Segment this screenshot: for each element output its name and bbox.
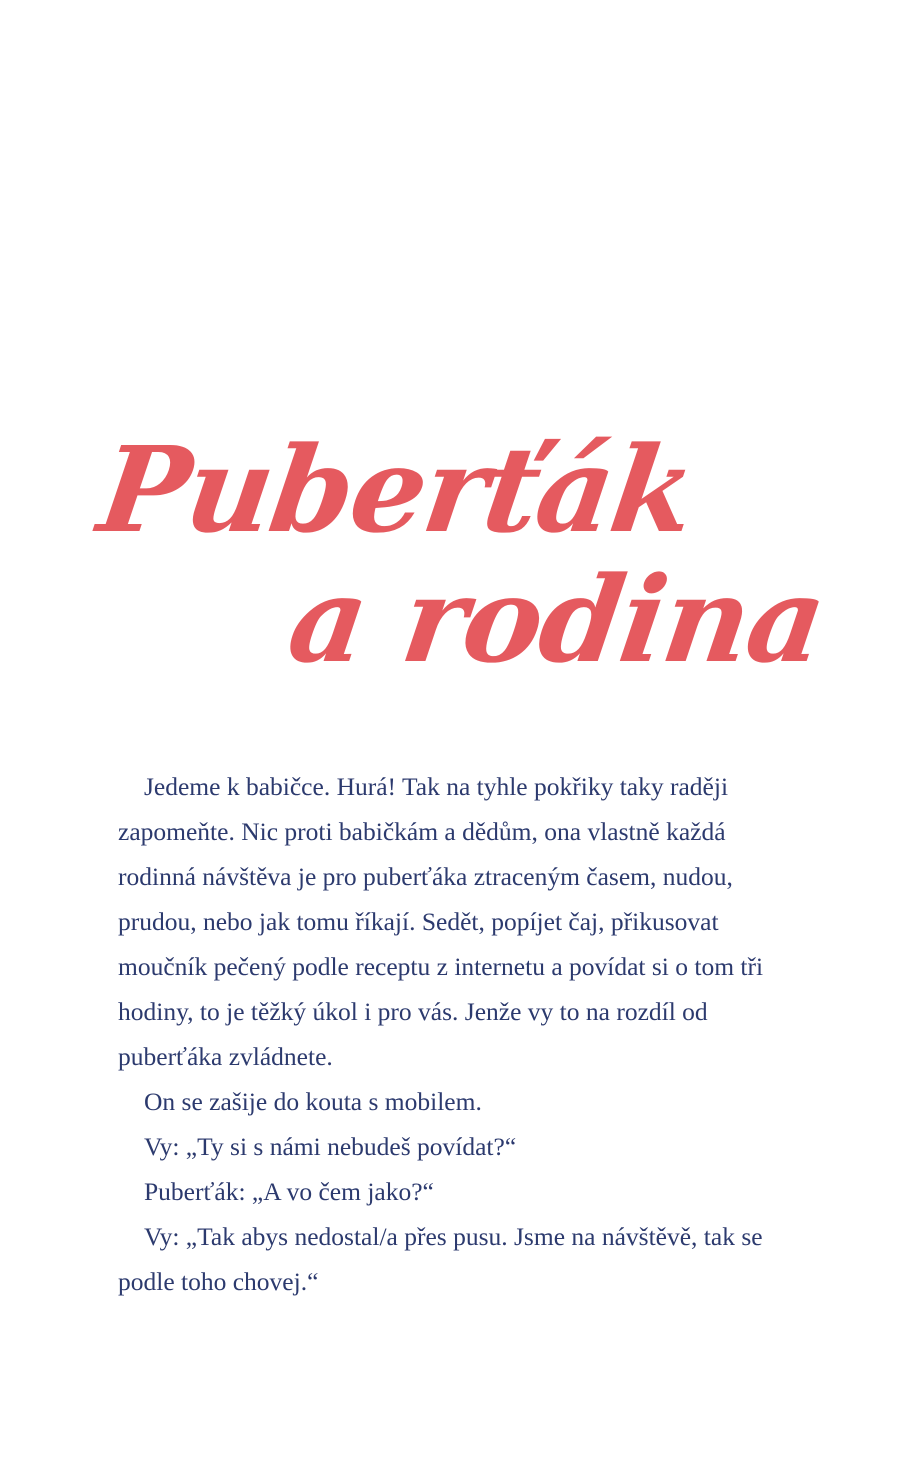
chapter-title-line-1: Puberťák (91, 420, 702, 559)
chapter-body (118, 764, 798, 1304)
paragraph: Vy: „Tak abys nedostal/a přes pusu. Jsme na návštěvě, tak se podle toho chovej.“ (118, 1222, 763, 1296)
paragraph: Vy: „Ty si s námi nebudeš povídat?“ (144, 1132, 517, 1161)
paragraph: Jedeme k babičce. Hurá! Tak na tyhle pokřiky taky raději zapomeňte. Nic proti babičkám a dědům, ona vlastně každá rodinná návštěva je pro puberťáka ztraceným časem, nudou, prudou, nebo jak tomu říkají. Sedět, popíjet čaj, přikusovat moučník pečený podle receptu z internetu a povídat si o tom tři hodiny, to je těžký úkol i pro vás. Jenže vy to na rozdíl od puberťáka zvládnete. (118, 772, 764, 1071)
chapter-title-line-2: a rodina (280, 550, 833, 689)
paragraph: On se zašije do kouta s mobilem. (144, 1087, 482, 1116)
paragraph: Puberťák: „A vo čem jako?“ (144, 1177, 434, 1206)
chapter-title (73, 420, 833, 689)
